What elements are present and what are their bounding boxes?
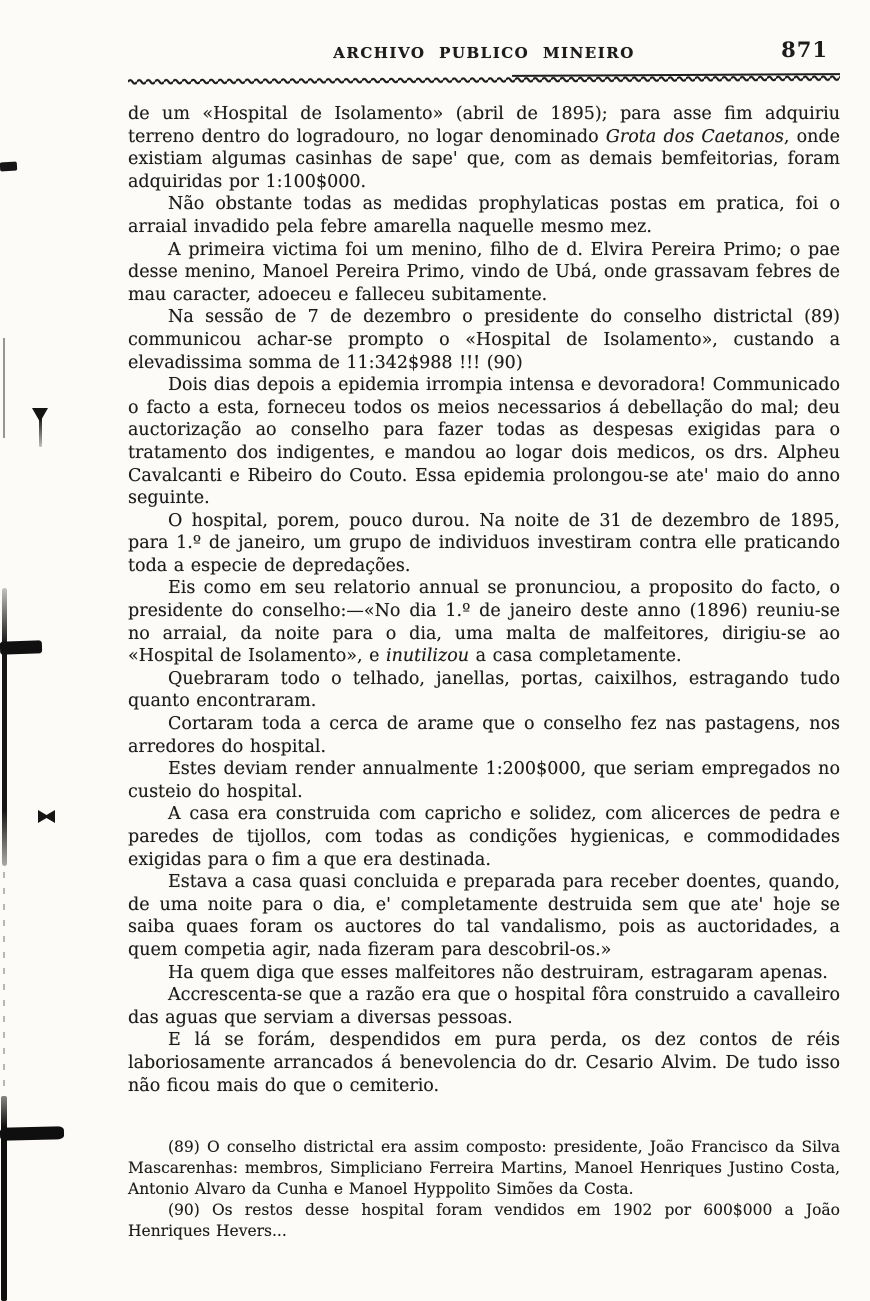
text-run: de um «Hospital de Isolamento» (abril de 1895); para asse fim adquiriu terreno dentro do logradouro, no logar denominado [128, 104, 840, 147]
footnote: (89) O conselho districtal era assim composto: presidente, João Francisco da Silva Mascarenhas: membros, Simpliciano Ferreira Martins, Manoel Henriques Justino Costa, Antonio Alvaro da Cunha e Manoel Hyppolito Simões da Costa. [128, 1138, 840, 1199]
paragraph [128, 1029, 840, 1097]
text-run: Na sessão de 7 de dezembro o presidente do conselho districtal (89) communicou achar-se prompto o «Hospital de Isolamento», custando a elevadissima somma de 11:342$988 !!! (90) [128, 307, 840, 373]
header-rule [128, 73, 840, 88]
page-number: 871 [781, 37, 828, 62]
text-run: A casa era construida com capricho e solidez, com alicerces de pedra e paredes de tijollos, com todas as condições hygienicas, e commodidades exigidas para o fim a que era destinada. [128, 804, 840, 870]
page-header [128, 37, 840, 70]
ink-mark-dash [0, 162, 17, 172]
text-run: O hospital, porem, pouco durou. Na noite de 31 de dezembro de 1895, para 1.º de janeiro, um grupo de individuos investiram contra elle praticando toda a especie de depredações. [128, 510, 840, 576]
text-run: Estava a casa quasi concluida e preparada para receber doentes, quando, de uma noite para o dia, e' completamente destruida sem que ate' hoje se saiba quaes foram os auctores do tal vandalismo, pois as auctoridades, a quem competia agir, nada fizeram para descobril-os.» [128, 872, 840, 960]
paragraph [128, 803, 840, 871]
text-run: Eis como em seu relatorio annual se pronunciou, a proposito do facto, o presidente do conselho:—«No dia 1.º de janeiro deste anno (1896) reuniu-se no arraial, da noite para o dia, uma malta de malfeitores, dirigiu-se ao «Hospital de Isolamento», e [128, 578, 840, 667]
journal-title: ARCHIVO PUBLICO MINEIRO [333, 44, 635, 62]
ink-mark-dash [0, 1126, 64, 1141]
text-column [128, 37, 840, 1242]
body-paragraphs [128, 103, 840, 1097]
paragraph [128, 871, 840, 961]
paragraph [128, 668, 840, 713]
ink-mark-arrow [30, 408, 52, 450]
paragraph [128, 962, 840, 985]
text-run: Accrescenta-se que a razão era que o hospital fôra construido a cavalleiro das aguas que serviam a diversas pessoas. [128, 985, 840, 1028]
arrow-stem [39, 417, 42, 447]
paragraph [128, 103, 840, 193]
paragraph [128, 193, 840, 238]
paragraph [128, 374, 840, 510]
ink-mark-line [3, 338, 5, 438]
italic-phrase: inutilizou [386, 646, 470, 667]
paragraph [128, 306, 840, 374]
text-run: Ha quem diga que esses malfeitores não destruiram, estragaram apenas. [168, 962, 828, 983]
footnote: (90) Os restos desse hospital foram vendidos em 1902 por 600$000 a João Henriques Hevers... [128, 1201, 840, 1241]
text-run: Cortaram toda a cerca de arame que o conselho fez nas pastagens, nos arredores do hospital. [128, 714, 840, 757]
text-run: E lá se forám, despendidos em pura perda, os dez contos de réis laboriosamente arrancados á benevolencia do dr. Cesario Alvim. De tudo isso não ficou mais do que o cemiterio. [128, 1030, 840, 1096]
text-run: A primeira victima foi um menino, filho de d. Elvira Pereira Primo; o pae desse menino, Manoel Pereira Primo, vindo de Ubá, onde grassavam febres de mau caracter, adoeceu e falleceu subitamente. [128, 239, 840, 305]
paragraph [128, 713, 840, 758]
paragraph [128, 577, 840, 667]
text-run: a casa completamente. [469, 646, 682, 667]
text-run: Dois dias depois a epidemia irrompia intensa e devoradora! Communicado o facto a esta, forneceu todos os meios necessarios á debellação do mal; deu auctorização ao conselho para fazer todas as despesas exigidas para o tratamento dos indigentes, e mandou ao logar dois medicos, os drs. Alpheu Cavalcanti e Ribeiro do Couto. Essa epidemia prolongou-se ate' maio do anno seguinte. [128, 375, 840, 509]
paragraph [128, 984, 840, 1029]
ink-mark-dash [0, 640, 42, 654]
paragraph [128, 510, 840, 578]
italic-phrase: Grota dos Caetanos [605, 126, 784, 147]
ink-mark-star [38, 810, 55, 823]
ink-mark-dots [3, 872, 5, 1092]
paragraph [128, 758, 840, 803]
text-run: , onde existiam algumas casinhas de sape' que, com as demais bemfeitorias, foram adquiridas por 1:100$000. [128, 126, 840, 192]
paragraph [128, 239, 840, 307]
text-run: Quebraram todo o telhado, janellas, portas, caixilhos, estragando tudo quanto encontraram. [128, 668, 840, 712]
text-run: Não obstante todas as medidas prophylaticas postas em pratica, foi o arraial invadido pela febre amarella naquelle mesmo mez. [128, 194, 840, 237]
footnotes [128, 1137, 840, 1242]
text-run: Estes deviam render annualmente 1:200$000, que seriam empregados no custeio do hospital. [128, 759, 840, 802]
binding-mark-line [2, 588, 7, 866]
